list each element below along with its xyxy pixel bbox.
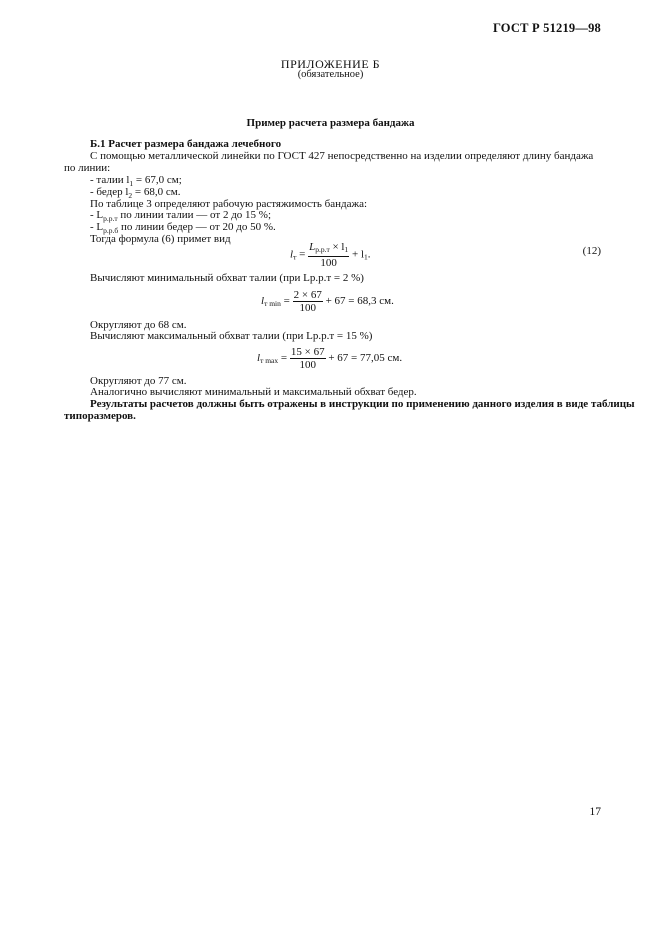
item2-prefix: - L xyxy=(90,221,104,233)
formula-max-fraction xyxy=(290,346,326,371)
formula-max-lhs-sub: т max xyxy=(260,356,279,366)
paragraph-line: Тогда формула (6) примет вид xyxy=(90,233,231,245)
formula12-lhs-sub: т xyxy=(293,252,297,262)
standard-number: ГОСТ Р 51219—98 xyxy=(492,21,601,35)
appendix-title: ПРИЛОЖЕНИЕ Б xyxy=(280,57,381,71)
formula12-eq: = xyxy=(296,248,309,261)
hips-sub: 2 xyxy=(128,191,133,201)
hips-value: = 68,0 см. xyxy=(132,186,181,198)
formula-max-eq: = xyxy=(278,352,290,365)
formula-min-fraction xyxy=(293,289,323,314)
section-title: Б.1 Расчет размера бандажа лечебного xyxy=(90,138,282,150)
formula12-tail-end: . xyxy=(367,248,371,261)
formula12-num-L: L xyxy=(309,241,316,253)
formula-min-lhs: l xyxy=(261,295,265,308)
paragraph-line: Вычисляют минимальный обхват талии (при Lр.р.т = 2 %) xyxy=(90,272,364,284)
page-number: 17 xyxy=(589,806,601,818)
waist-value: = 67,0 см; xyxy=(133,174,182,186)
item1-prefix: - L xyxy=(90,209,104,221)
formula-min-lhs-sub: т min xyxy=(264,299,281,309)
equation-number: (12) xyxy=(582,245,601,257)
paragraph-line: Аналогично вычисляют минимальный и максимальный обхват бедер. xyxy=(90,386,417,398)
formula-12 xyxy=(290,241,371,269)
formula-max-lhs: l xyxy=(257,352,261,365)
paragraph-line: Вычисляют максимальный обхват талии (при Lр.р.т = 15 %) xyxy=(90,330,373,342)
formula12-fraction xyxy=(308,241,349,269)
hips-label: - бедер l xyxy=(90,186,129,198)
formula-max-denominator: 100 xyxy=(299,359,316,371)
formula-min xyxy=(261,289,394,314)
formula-min-numerator: 2 × 67 xyxy=(293,289,322,301)
formula-max-rest: + 67 = 77,05 см. xyxy=(325,352,403,365)
formula-max xyxy=(257,346,402,371)
paragraph-line: типоразмеров. xyxy=(64,410,136,422)
formula12-tail: + l xyxy=(349,248,364,261)
formula12-numerator xyxy=(308,241,349,257)
formula-min-eq: = xyxy=(280,295,293,308)
item2-sub: р.р.б xyxy=(103,226,119,236)
paragraph-line: Округляют до 68 см. xyxy=(90,319,187,331)
paragraph-line: по линии: xyxy=(64,162,111,174)
paragraph-line: С помощью металлической линейки по ГОСТ 427 непосредственно на изделии определяют длину бандажа xyxy=(90,150,594,162)
item1-text: по линии талии — от 2 до 15 %; xyxy=(117,209,272,221)
formula12-num-sub: р.р.т xyxy=(315,245,330,254)
waist-sub: 1 xyxy=(129,179,134,189)
appendix-subtitle: (обязательное) xyxy=(297,69,364,80)
paragraph-line: Результаты расчетов должны быть отражены в инструкции по применению данного изделия в виде таблицы xyxy=(90,398,635,410)
formula12-lhs: l xyxy=(290,248,294,261)
formula12-tail-sub: 1 xyxy=(364,252,368,262)
example-heading: Пример расчета размера бандажа xyxy=(246,117,415,129)
item2-text: по линии бедер — от 20 до 50 %. xyxy=(118,221,276,233)
waist-label: - талии l xyxy=(90,174,130,186)
formula-max-numerator: 15 × 67 xyxy=(290,346,325,358)
formula12-num-rest-sub: 1 xyxy=(344,245,349,254)
item1-sub: р.р.т xyxy=(103,214,118,224)
formula12-denominator: 100 xyxy=(320,257,337,269)
paragraph-line: По таблице 3 определяют рабочую растяжимость бандажа: xyxy=(90,198,368,210)
formula-min-denominator: 100 xyxy=(299,302,316,314)
formula-min-rest: + 67 = 68,3 см. xyxy=(322,295,394,308)
formula12-num-rest: × l xyxy=(329,241,345,253)
paragraph-line: Округляют до 77 см. xyxy=(90,375,187,387)
